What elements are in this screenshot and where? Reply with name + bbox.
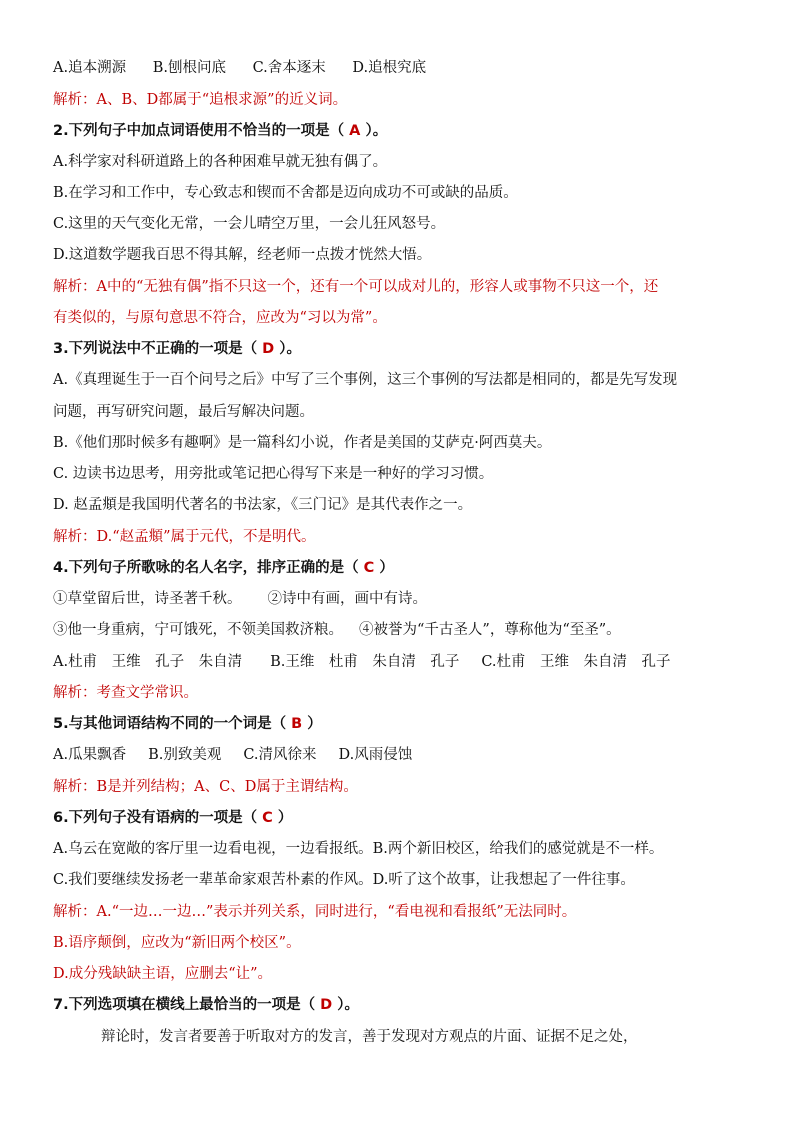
answer-mark: D	[262, 341, 275, 357]
q5-analysis: 解析：B是并列结构；A、C、D属于主谓结构。	[53, 779, 358, 795]
q6-options-ab: A.乌云在宽敞的客厅里一边看电视，一边看报纸。B.两个新旧校区，给我们的感觉就是不一样。	[53, 841, 664, 857]
q2-option-c: C.这里的天气变化无常，一会儿晴空万里，一会儿狂风怒号。	[53, 216, 446, 232]
q1-options	[53, 58, 754, 78]
q6-options-cd: C.我们要继续发扬老一辈革命家艰苦朴素的作风。D.听了这个故事，让我想起了一件往事。	[53, 872, 635, 888]
q3-option-b: B.《他们那时候多有趣啊》是一篇科幻小说，作者是美国的艾萨克·阿西莫夫。	[53, 435, 552, 451]
q4-analysis: 解析：考查文学常识。	[53, 685, 198, 701]
option: D.追根究底	[352, 60, 427, 76]
answer-mark: D	[320, 997, 333, 1013]
option: A.追本溯源	[53, 60, 127, 76]
q3-option-a-line1: A.《真理诞生于一百个问号之后》中写了三个事例，这三个事例的写法都是相同的，都是先写发现	[53, 372, 678, 388]
q4-items-line1: ①草堂留后世，诗圣著千秋。 ②诗中有画，画中有诗。	[53, 591, 427, 607]
q5-options: A.瓜果飘香 B.别致美观 C.清风徐来 D.风雨侵蚀	[53, 747, 413, 763]
q4-question: 4.下列句子所歌咏的名人名字，排序正确的是（ C ）	[53, 560, 394, 576]
q6-question: 6.下列句子没有语病的一项是（ C ）	[53, 810, 293, 826]
q4-options: A.杜甫 王维 孔子 朱自清 B.王维 杜甫 朱自清 孔子 C.杜甫 王维 朱自清 孔子	[53, 654, 671, 670]
q2-analysis-line1: 解析：A中的“无独有偶”指不只这一个，还有一个可以成对儿的，形容人或事物不只这一个，还	[53, 279, 659, 295]
q3-option-c: C. 边读书边思考，用旁批或笔记把心得写下来是一种好的学习习惯。	[53, 466, 494, 482]
q6-analysis-d: D.成分残缺缺主语，应删去“让”。	[53, 966, 273, 982]
answer-mark: C	[363, 560, 375, 576]
q1-analysis: 解析：A、B、D都属于“追根求源”的近义词。	[53, 92, 348, 108]
q2-question: 2.下列句子中加点词语使用不恰当的一项是（ A ）。	[53, 123, 388, 139]
q2-option-b: B.在学习和工作中，专心致志和锲而不舍都是迈向成功不可或缺的品质。	[53, 185, 518, 201]
q2-option-a: A.科学家对科研道路上的各种困难早就无独有偶了。	[53, 154, 388, 170]
answer-mark: C	[262, 810, 273, 826]
option: B.刨根问底	[152, 60, 226, 76]
answer-mark: B	[291, 716, 303, 732]
q2-option-d: D.这道数学题我百思不得其解，经老师一点拨才恍然大悟。	[53, 247, 432, 263]
q3-option-d: D. 赵孟頫是我国明代著名的书法家，《三门记》是其代表作之一。	[53, 497, 473, 513]
q7-passage: 辩论时，发言者要善于听取对方的发言，善于发现对方观点的片面、证据不足之处，	[101, 1029, 638, 1045]
q3-analysis: 解析：D.“赵孟頫”属于元代，不是明代。	[53, 529, 316, 545]
option: C.舍本逐末	[252, 60, 326, 76]
q5-question: 5.与其他词语结构不同的一个词是（ B ）	[53, 716, 322, 732]
q6-analysis-b: B.语序颠倒，应改为“新旧两个校区”。	[53, 935, 301, 951]
q4-items-line2: ③他一身重病，宁可饿死，不领美国救济粮。 ④被誉为“千古圣人”，尊称他为“至圣”。	[53, 622, 621, 638]
q3-option-a-line2: 问题，再写研究问题，最后写解决问题。	[53, 404, 314, 420]
q2-analysis-line2: 有类似的，与原句意思不符合，应改为“习以为常”。	[53, 310, 387, 326]
answer-mark: A	[349, 123, 361, 139]
q6-analysis-a: 解析：A.“一边…一边…”表示并列关系，同时进行，“看电视和看报纸”无法同时。	[53, 904, 577, 920]
q3-question: 3.下列说法中不正确的一项是（ D ）。	[53, 341, 302, 357]
q7-question: 7.下列选项填在横线上最恰当的一项是（ D ）。	[53, 997, 360, 1013]
